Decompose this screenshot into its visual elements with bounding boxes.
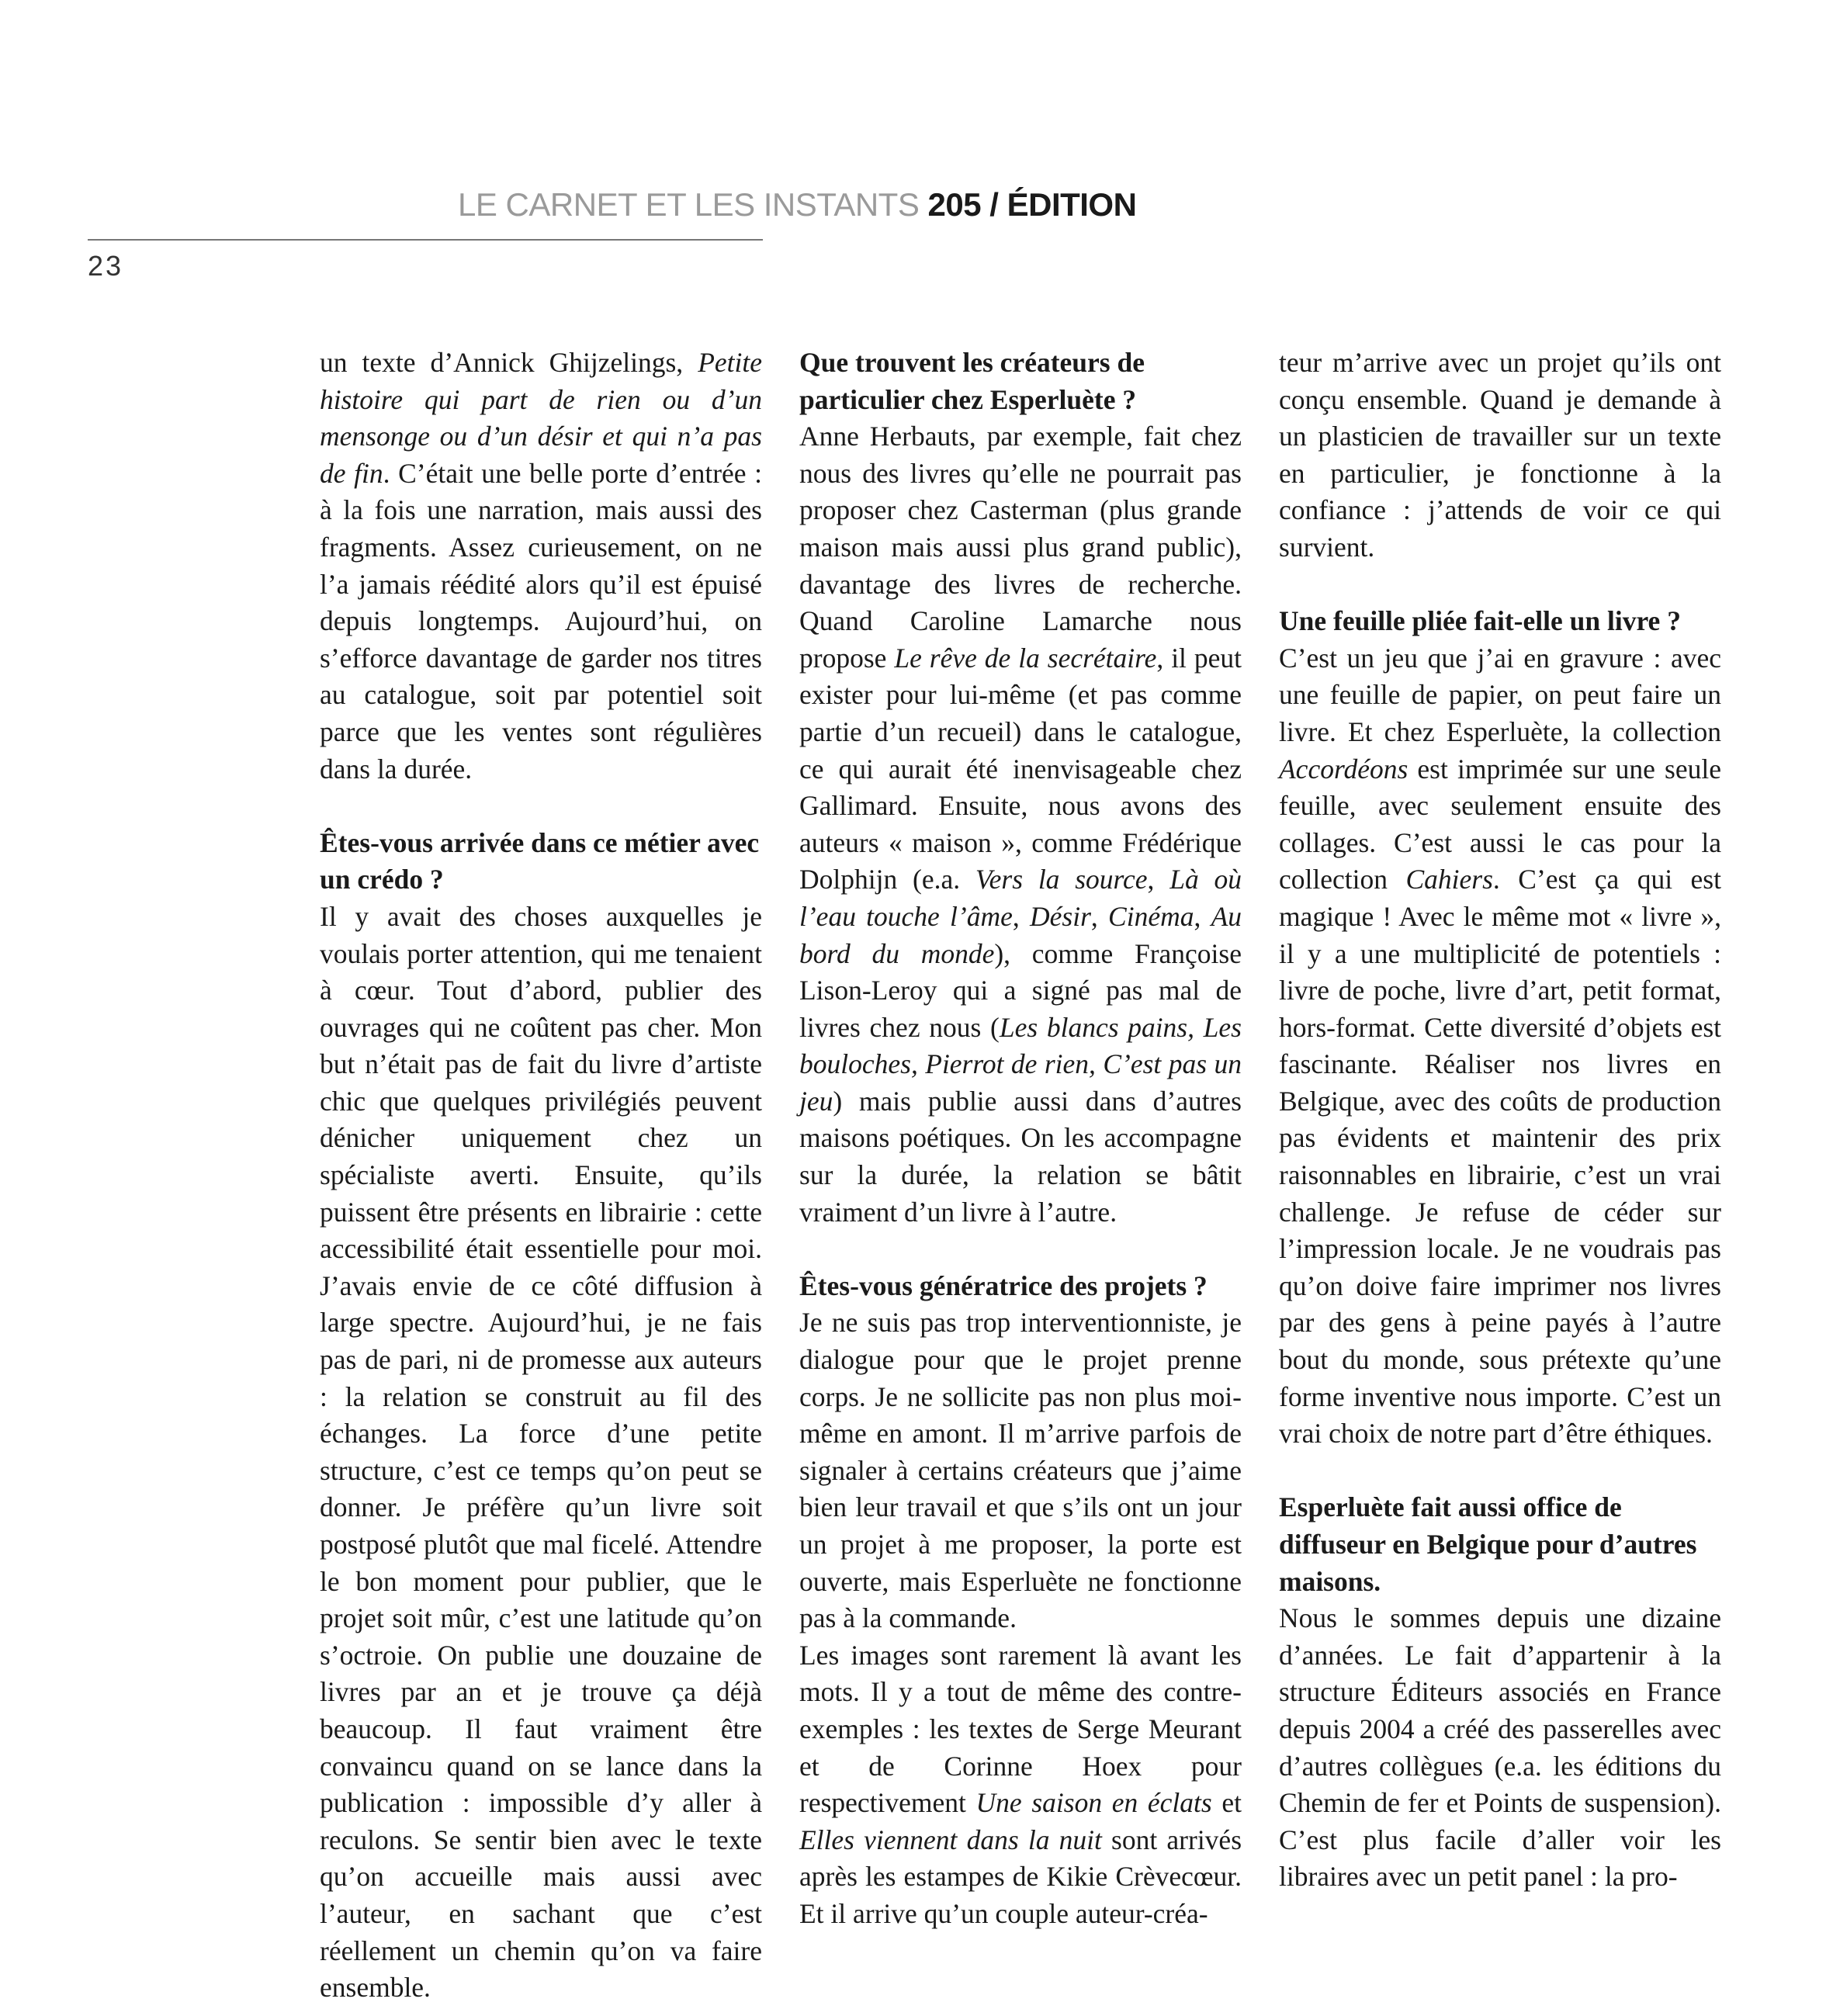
book-title: Désir [1030,900,1091,932]
column-2 [799,345,1242,1933]
column-1 [320,345,762,2007]
running-header [458,186,1136,223]
interview-question: Esperluète fait aussi office de diffuseur en Belgique pour d’autres maisons. [1279,1491,1697,1597]
interview-question: Êtes-vous arrivée dans ce métier avec un crédo ? [320,826,760,895]
book-title: Là où l’eau touche l’âme [799,864,1242,932]
header-rule [88,239,763,241]
column-3 [1279,345,1721,1896]
magazine-title: LE CARNET ET LES INSTANTS [458,186,920,223]
paragraph: Je ne suis pas trop interventionniste, je dialogue pour que le projet prenne corps. Je ne sollicite pas non plus moi-même en amont. Il m’arrive parfois de signaler à certains créateurs que j’aime bien leur travail et que s’ils ont un jour un projet à me proposer, la porte est ouverte, mais Esperluète ne fonctionne pas à la commande. [799,1307,1242,1634]
book-title: Cinéma [1108,900,1194,932]
paragraph: Anne Herbauts, par exemple, fait chez nous des livres qu’elle ne pourrait pas proposer chez Casterman (plus grande maison mais aussi plus grand public), davantage des livres de recherche. Quand Caroline Lamarche nous propose Le rêve de la secrétaire, il peut exister pour lui-même (et pas comme partie d’un recueil) dans le catalogue, ce qui aurait été inenvisageable chez Gallimard. Ensuite, nous avons des auteurs « maison », comme Frédérique Dolphijn (e.a. Vers la source, Là où l’eau touche l’âme, Désir, Cinéma, Au bord du monde), comme Françoise Lison-Leroy qui a signé pas mal de livres chez nous (Les blancs pains, Les bouloches, Pierrot de rien, C’est pas un jeu) mais publie aussi dans d’autres maisons poétiques. On les accompagne sur la durée, la relation se bâtit vraiment d’un livre à l’autre. [799,421,1242,1228]
book-title: Au bord du monde [799,900,1242,969]
paragraph: Les images sont rarement là avant les mots. Il y a tout de même des contre-exemples : les textes de Serge Meurant et de Corinne Hoex pour respectivement Une saison en éclats et Elles viennent dans la nuit sont arrivés après les estampes de Kikie Crèvecœur. Et il arrive qu’un couple auteur-créa- [799,1639,1242,1929]
book-title: Une saison en éclats [975,1787,1212,1819]
book-title: Petite histoire qui part de rien ou d’un mensonge ou d’un désir et qui n’a pas de fin [320,347,762,489]
book-title: Le rêve de la secrétaire [894,642,1157,674]
collection-title: Cahiers [1405,864,1493,895]
paragraph: un texte d’Annick Ghijzelings, Petite histoire qui part de rien ou d’un mensonge ou d’un désir et qui n’a pas de fin. C’était une belle porte d’entrée : à la fois une narration, mais aussi des fragments. Assez curieusement, on ne l’a jamais réédité alors qu’il est épuisé depuis longtemps. Aujourd’hui, on s’efforce davantage de garder nos titres au catalogue, soit par potentiel soit parce que les ventes sont régulières dans la durée. [320,347,763,785]
paragraph: Nous le sommes depuis une dizaine d’années. Le fait d’appartenir à la structure Éditeurs associés en France depuis 2004 a créé des passerelles avec d’autres collègues (e.a. les éditions du Chemin de fer et Points de suspension). C’est plus facile d’aller voir les libraires avec un petit panel : la pro- [1279,1602,1721,1893]
section-title: ÉDITION [1007,186,1137,223]
collection-title: Accordéons [1279,753,1409,785]
book-title: Elles viennent dans la nuit [799,1824,1102,1855]
issue-number: 205 [927,186,982,223]
interview-question: Une feuille pliée fait-elle un livre ? [1279,605,1681,637]
interview-question: Que trouvent les créateurs de particulier chez Esperluète ? [799,347,1145,415]
paragraph: C’est un jeu que j’ai en gravure : avec une feuille de papier, on peut faire un livre. Et chez Esperluète, la collection Accordéons est imprimée sur une seule feuille, avec seulement ensuite des collages. C’est aussi le cas pour la collection Cahiers. C’est ça qui est magique ! Avec le même mot « livre », il y a une multiplicité de potentiels : livre de poche, livre d’art, petit format, hors-format. Cette diversité d’objets est fascinante. Réaliser nos livres en Belgique, avec des coûts de production pas évidents et maintenir des prix raisonnables en librairie, c’est un vrai challenge. Je refuse de céder sur l’impression locale. Je ne voudrais pas qu’on doive faire imprimer nos livres par des gens à peine payés à l’autre bout du monde, sous prétexte qu’une forme inventive nous importe. C’est un vrai choix de notre part d’être éthiques. [1279,642,1721,1450]
book-title: Les blancs pains, Les bouloches, Pierrot de rien, C’est pas un jeu [799,1011,1242,1117]
book-title: Vers la source [975,864,1148,895]
paragraph: teur m’arrive avec un projet qu’ils ont conçu ensemble. Quand je demande à un plasticien de travailler sur un texte en particulier, je fonctionne à la confiance : j’attends de voir ce qui survient. [1279,347,1721,563]
interview-question: Êtes-vous génératrice des projets ? [799,1270,1208,1301]
header-separator: / [981,186,1007,223]
paragraph: Il y avait des choses auxquelles je voulais porter attention, qui me tenaient à cœur. Tout d’abord, publier des ouvrages qui ne coûtent pas cher. Mon but n’était pas de fait du livre d’artiste chic que quelques privilégiés peuvent dénicher uniquement chez un spécialiste averti. Ensuite, qu’ils puissent être présents en librairie : cette accessibilité était essentielle pour moi. J’avais envie de ce côté diffusion à large spectre. Aujourd’hui, je ne fais pas de pari, ni de promesse aux auteurs : la relation se construit au fil des échanges. La force d’une petite structure, c’est ce temps qu’on peut se donner. Je préfère qu’un livre soit postposé plutôt que mal ficelé. Attendre le bon moment pour publier, que le projet soit mûr, c’est une latitude qu’on s’octroie. On publie une douzaine de livres par an et je trouve ça déjà beaucoup. Il faut vraiment être convaincu quand on se lance dans la publication : impossible d’y aller à reculons. Se sentir bien avec le texte qu’on accueille mais aussi avec l’auteur, en sachant que c’est réellement un chemin qu’on va faire ensemble. [320,900,762,2004]
page-number: 23 [88,250,124,282]
